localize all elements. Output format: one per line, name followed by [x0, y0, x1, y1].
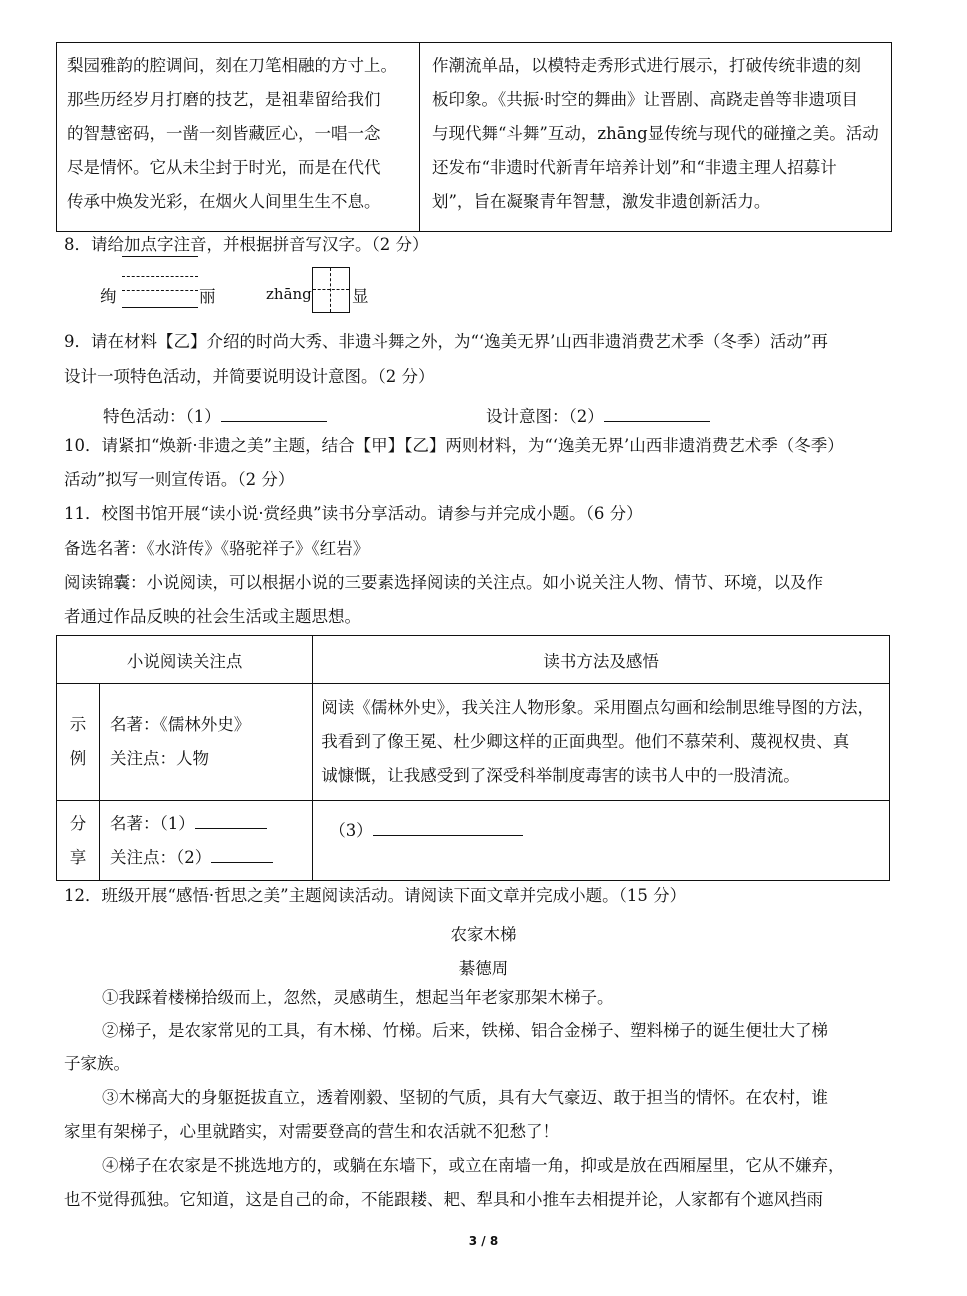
q9-line2: 设计一项特色活动，并简要说明设计意图。（2 分） — [64, 367, 435, 386]
share-book-blank[interactable] — [195, 812, 267, 829]
q9-line1: 9．请在材料【乙】介绍的时尚大秀、非遗斗舞之外，为“‘逸美无界’山西非遗消费艺术季（冬季）活动”再 — [64, 332, 828, 351]
q8-pinyin-line-mid — [122, 276, 198, 277]
material-right-line: 与现代舞“斗舞”互动，zhāng显传统与现代的碰撞之美。活动 — [432, 124, 879, 143]
q8-char2: 显 — [352, 287, 369, 306]
article-para-4-cont: 也不觉得孤独。它知道，这是自己的命，不能跟耧、耙、犁具和小推车去相提并论，人家都有个遮风挡雨 — [64, 1190, 823, 1209]
material-table — [56, 42, 892, 232]
share-focus-blank[interactable] — [211, 846, 273, 863]
share-left: 名著：（1） 关注点：（2） — [100, 801, 313, 881]
q8-char1: 绚 — [100, 287, 117, 306]
q8-pinyin-line-top — [122, 256, 198, 257]
q10-line1: 10．请紧扣“焕新·非遗之美”主题，结合【甲】【乙】两则材料，为“‘逸美无界’山西非遗消费艺术季（冬季） — [64, 436, 844, 455]
article-author: 綦德周 — [458, 959, 509, 978]
q8-pinyin-line-low — [122, 290, 198, 291]
q9-activity-blank[interactable] — [221, 405, 327, 422]
article-title: 农家木梯 — [450, 925, 517, 944]
q12-line1: 12．班级开展“感悟·哲思之美”主题阅读活动。请阅读下面文章并完成小题。（15 分） — [64, 886, 687, 905]
q9-activity-label: 特色活动：（1） — [103, 403, 327, 427]
material-right-line: 划”，旨在凝聚青年智慧，激发非遗创新活力。 — [432, 192, 771, 211]
article-para-2-cont: 子家族。 — [64, 1054, 130, 1073]
example-text: 阅读《儒林外史》，我关注人物形象。采用圈点勾画和绘制思维导图的方法， 我看到了像王冕、杜少卿这样的正面典型。他们不慕荣利、蔑视权贵、真 诚慷慨，让我感受到了深受科举制度毒害的读书人中的一股清流。 — [313, 684, 890, 801]
q11-tips1: 阅读锦囊：小说阅读，可以根据小说的三要素选择阅读的关注点。如小说关注人物、情节、环境，以及作 — [64, 573, 823, 592]
material-left-line: 传承中焕发光彩，在烟火人间里生生不息。 — [67, 192, 381, 211]
q9-intent-blank[interactable] — [604, 405, 710, 422]
share-answer: （3） — [313, 801, 890, 881]
example-focus: 关注点：人物 — [110, 749, 209, 768]
share-answer-blank[interactable] — [373, 819, 523, 836]
share-tag: 分 享 — [57, 801, 100, 881]
article-para-3: ③木梯高大的身躯挺拔直立，透着刚毅、坚韧的气质，具有大气豪迈、敢于担当的情怀。在农村，谁 — [102, 1088, 828, 1107]
material-left-line: 的智慧密码，一凿一刻皆藏匠心，一唱一念 — [67, 124, 381, 143]
q8-tianzige-box[interactable] — [312, 267, 350, 313]
material-right-line: 作潮流单品，以模特走秀形式进行展示，打破传统非遗的刻 — [432, 56, 861, 75]
q10-line2: 活动”拟写一则宣传语。（2 分） — [64, 470, 295, 489]
material-left-cell — [57, 43, 420, 232]
example-tag: 示 例 — [57, 684, 100, 801]
material-left-line: 那些历经岁月打磨的技艺，是祖辈留给我们 — [67, 90, 381, 109]
article-para-1: ①我踩着楼梯拾级而上，忽然，灵感萌生，想起当年老家那架木梯子。 — [102, 988, 614, 1007]
material-right-line: 板印象。《共振·时空的舞曲》让晋剧、高跷走兽等非遗项目 — [432, 90, 858, 109]
q11-tips2: 者通过作品反映的社会生活或主题思想。 — [64, 607, 361, 626]
reading-table — [56, 635, 890, 881]
article-para-3-cont: 家里有架梯子，心里就踏实，对需要登高的营生和农活就不犯愁了！ — [64, 1122, 559, 1141]
material-right-line: 还发布“非遗时代新青年培养计划”和“非遗主理人招募计 — [432, 158, 837, 177]
q8-char1b: 丽 — [199, 287, 216, 306]
q8-text: 8．请给加点字注音，并根据拼音写汉字。（2 分） — [64, 235, 429, 254]
reading-table-head-right: 读书方法及感悟 — [313, 636, 890, 684]
q11-books: 备选名著：《水浒传》《骆驼祥子》《红岩》 — [64, 539, 370, 558]
material-right-cell — [420, 43, 892, 232]
q9-intent-label: 设计意图：（2） — [486, 403, 710, 427]
example-left — [100, 684, 313, 801]
example-book: 名著：《儒林外史》 — [110, 715, 251, 734]
material-left-line: 梨园雅韵的腔调间，刻在刀笔相融的方寸上。 — [67, 56, 397, 75]
article-para-4: ④梯子在农家是不挑选地方的，或躺在东墙下，或立在南墙一角，抑或是放在西厢屋里，它从不嫌弃， — [102, 1156, 845, 1175]
reading-table-head-left: 小说阅读关注点 — [57, 636, 313, 684]
page-number: 3 / 8 — [468, 1234, 499, 1248]
q11-line1: 11．校图书馆开展“读小说·赏经典”读书分享活动。请参与并完成小题。（6 分） — [64, 504, 643, 523]
q8-pinyin: zhāng — [266, 285, 312, 303]
material-left-line: 尽是情怀。它从未尘封于时光，而是在代代 — [67, 158, 381, 177]
q8-pinyin-line-bottom — [122, 307, 198, 308]
article-para-2: ②梯子，是农家常见的工具，有木梯、竹梯。后来，铁梯、铝合金梯子、塑料梯子的诞生便壮大了梯 — [102, 1021, 828, 1040]
